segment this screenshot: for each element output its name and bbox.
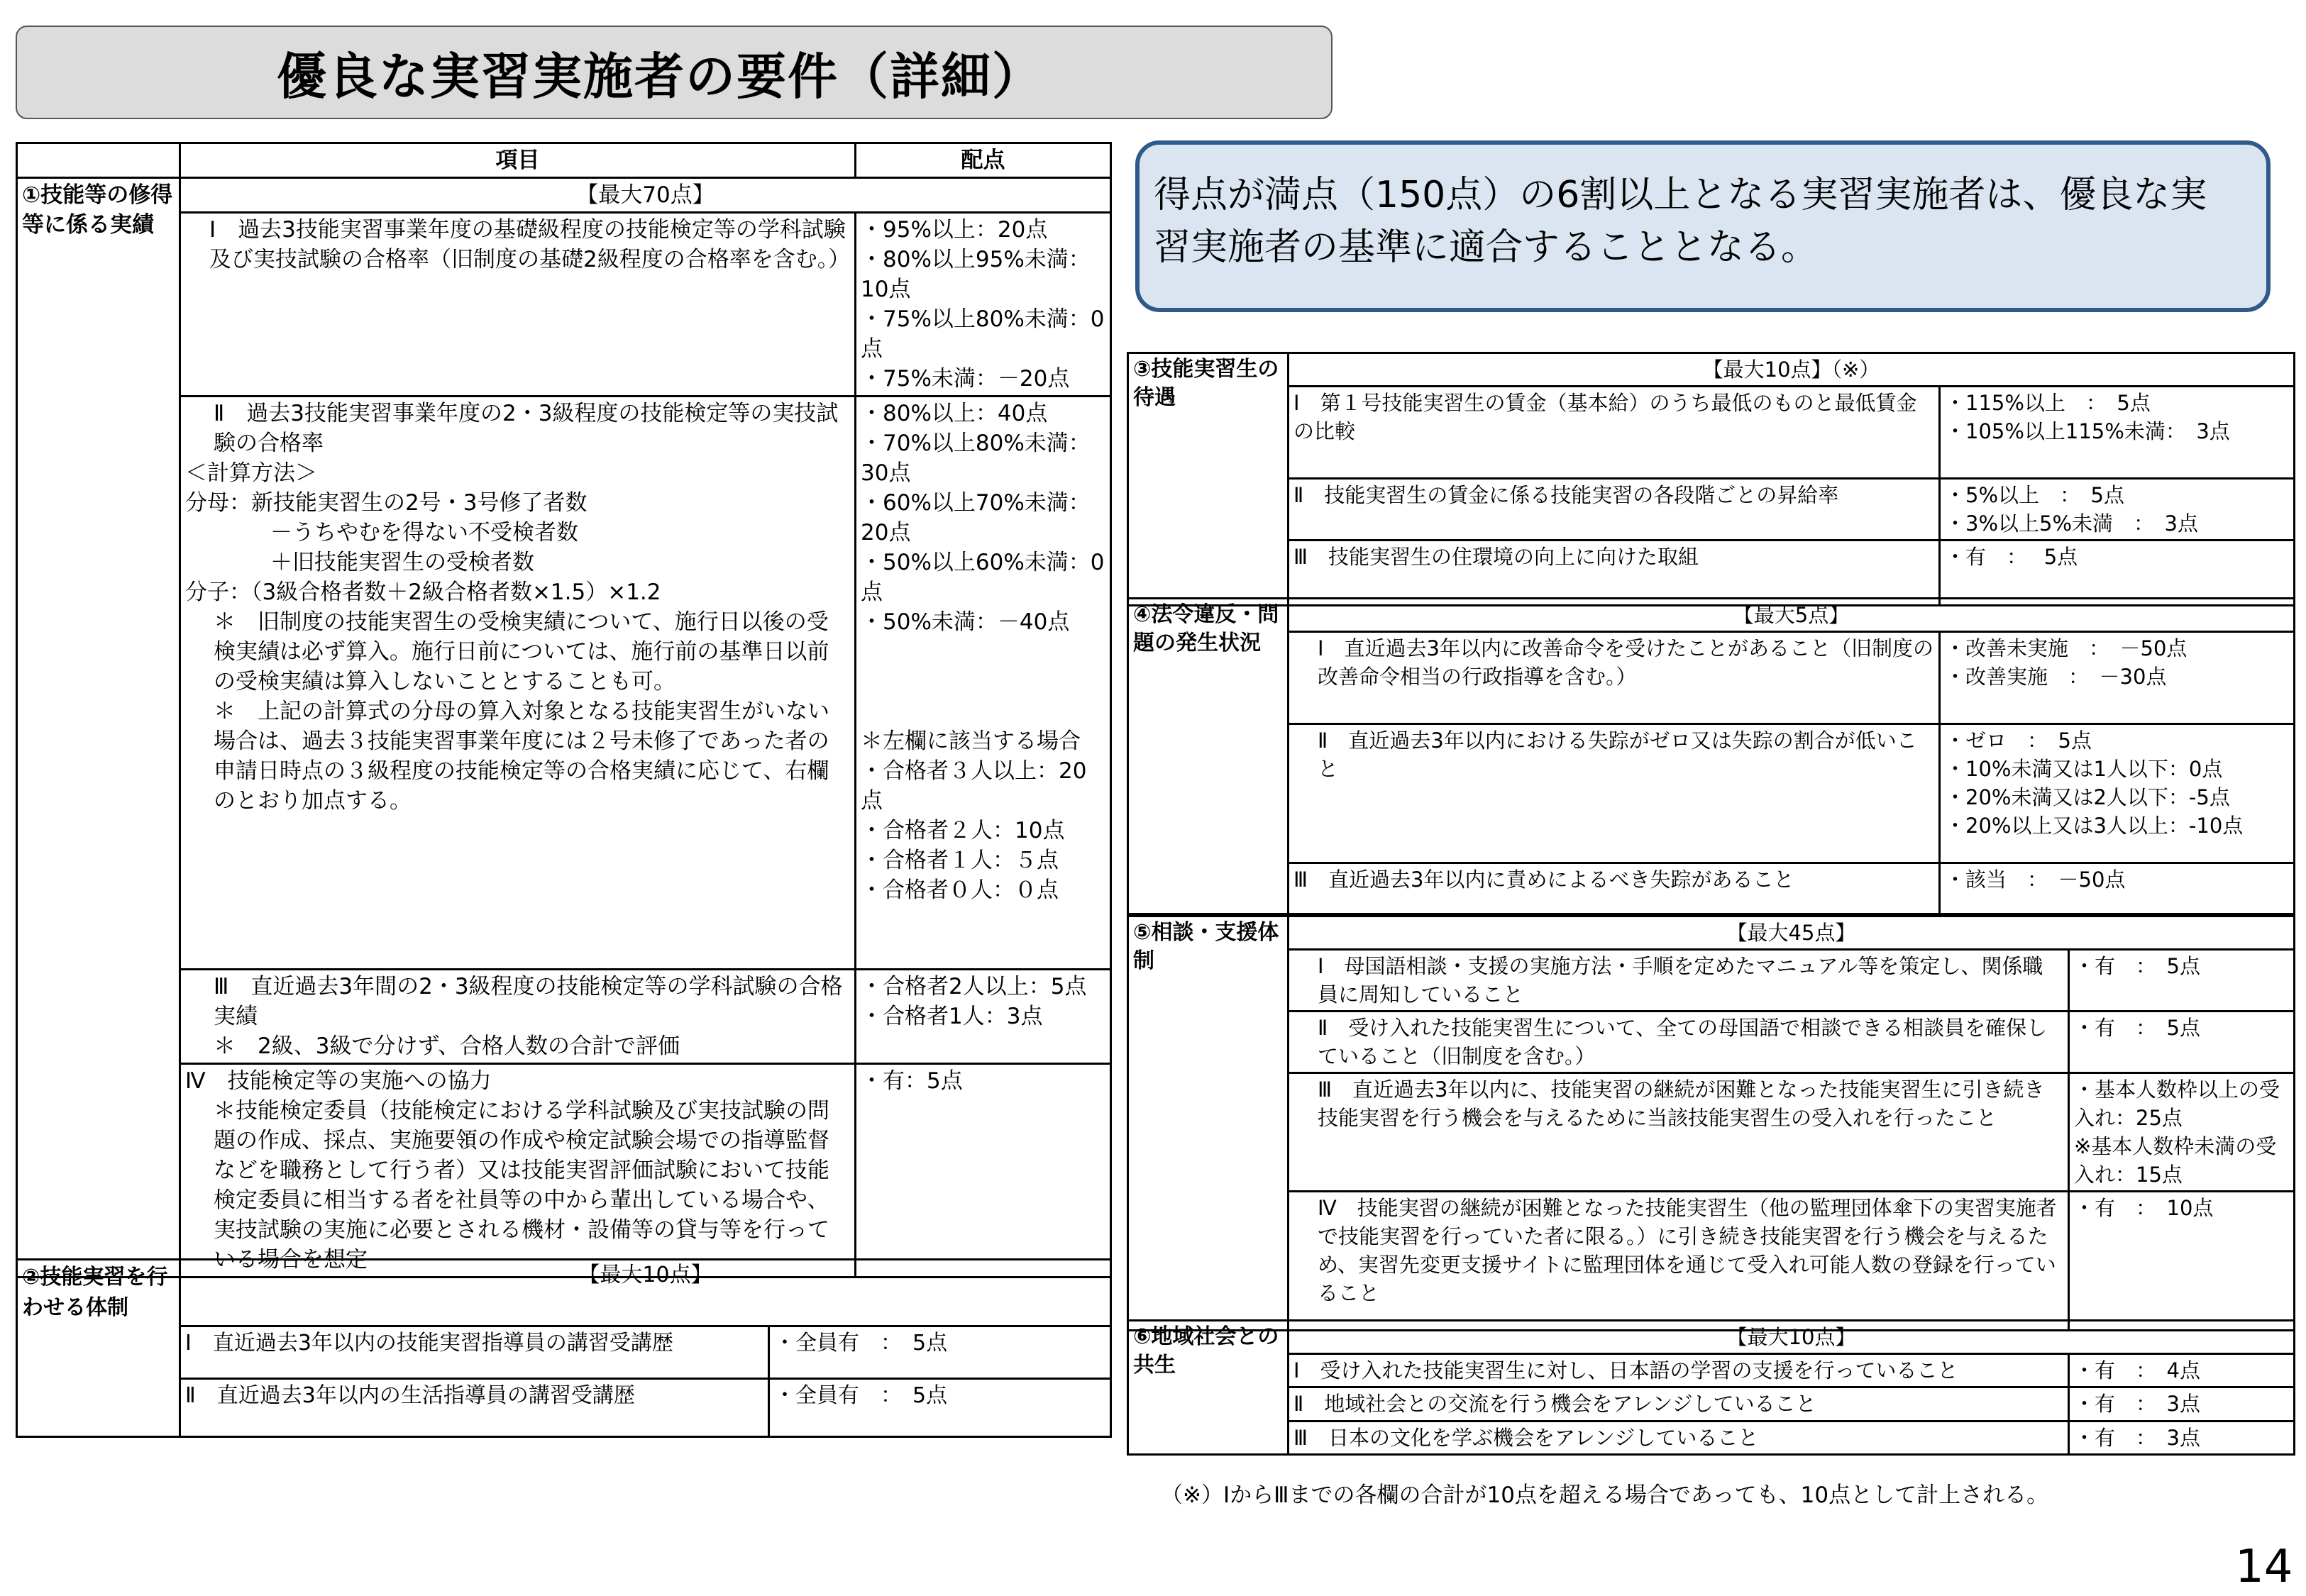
sec1-ii-points bbox=[856, 397, 1111, 970]
sec4-ii-points bbox=[1940, 724, 2295, 863]
sec6-iii-item: Ⅲ 日本の文化を学ぶ機会をアレンジしていること bbox=[1289, 1422, 2069, 1455]
list-item: ・3%以上5%未満 ： 3点 bbox=[1945, 511, 2198, 536]
sec1-ii-denom2: －うちやむを得ない不受検者数 bbox=[270, 520, 578, 545]
table-row bbox=[1128, 1073, 2295, 1192]
list-item: ・合格者３人以上：20点 bbox=[861, 758, 1087, 814]
table-row bbox=[1128, 479, 2295, 541]
sec1-ii-note1: ＊ 旧制度の技能実習生の受検実績について、施行日以後の受検実績は必ず算入。施行日前については、施行前の基準日以前の受検実績は算入しないこととすることも可。 bbox=[214, 609, 829, 694]
right-scoring-table-3 bbox=[1127, 352, 2295, 606]
table-row bbox=[17, 1379, 1111, 1437]
list-item: ・合格者1人：3点 bbox=[861, 1004, 1043, 1029]
sec4-i-item: Ⅰ 直近過去3年以内に改善命令を受けたことがあること（旧制度の改善命令相当の行政指導を含む。） bbox=[1289, 632, 1940, 724]
sec4-iii-item: Ⅲ 直近過去3年以内に責めによるべき失踪があること bbox=[1289, 863, 1940, 914]
sec1-ii-item bbox=[180, 397, 856, 970]
table-row bbox=[17, 1064, 1111, 1278]
category-3: ③技能実習生の待遇 bbox=[1128, 353, 1289, 606]
sec5-iv-points bbox=[2069, 1192, 2295, 1331]
sec1-iv-points bbox=[856, 1064, 1111, 1278]
sec3-iii-item: Ⅲ 技能実習生の住環境の向上に向けた取組 bbox=[1289, 541, 1940, 606]
sec3-iii-points bbox=[1940, 541, 2295, 606]
sec5-ii-points bbox=[2069, 1012, 2295, 1073]
right-scoring-table-4 bbox=[1127, 597, 2295, 915]
table-row bbox=[1128, 950, 2295, 1012]
list-item: ・50%以上60%未満：0点 bbox=[861, 550, 1105, 605]
left-scoring-table bbox=[16, 142, 1112, 1278]
list-item: ・5%以上 ： 5点 bbox=[1945, 483, 2124, 507]
sec6-i-item: Ⅰ 受け入れた技能実習生に対し、日本語の学習の支援を行っていること bbox=[1289, 1354, 2069, 1387]
table-row bbox=[1128, 632, 2295, 724]
list-item: ・20%以上又は3人以上：-10点 bbox=[1945, 814, 2244, 838]
category-4: ④法令違反・問題の発生状況 bbox=[1128, 599, 1289, 914]
sec2-i-points: ・全員有 ： 5点 bbox=[769, 1326, 1111, 1379]
category-5: ⑤相談・支援体制 bbox=[1128, 916, 1289, 1331]
table-row bbox=[1128, 724, 2295, 863]
list-item: ・95%以上：20点 bbox=[861, 217, 1048, 243]
footnote: （※）ⅠからⅢまでの各欄の合計が10点を超える場合であっても、10点として計上される。 bbox=[1161, 1483, 2049, 1508]
sec1-iv-note: ＊技能検定委員（技能検定における学科試験及び実技試験の問題の作成、採点、実施要領の作成や検定試験会場での指導監督などを職務として行う者）又は技能実習評価試験において技能検定委員に相当する者を社員等の中から輩出している場合や、実技試験の実施に必要とされる機材・設備等の貸与等を行っている場合を想定 bbox=[214, 1098, 829, 1273]
table-row bbox=[1128, 1422, 2295, 1455]
list-item: ＊左欄に該当する場合 bbox=[861, 728, 1081, 754]
list-item: ・80%以上95%未満：10点 bbox=[861, 247, 1091, 302]
sec1-i-points bbox=[856, 213, 1111, 397]
sec3-ii-points bbox=[1940, 479, 2295, 541]
header-item: 項目 bbox=[180, 143, 856, 178]
list-item: ・改善未実施 ： －50点 bbox=[1945, 636, 2188, 660]
list-item: ・有 ： 5点 bbox=[2074, 954, 2200, 978]
table-row bbox=[17, 397, 1111, 970]
sec1-iii-head: Ⅲ 直近過去3年間の2・3級程度の技能検定等の学科試験の合格実績 bbox=[214, 974, 843, 1029]
title-box bbox=[16, 26, 1333, 119]
table-row bbox=[1128, 1387, 2295, 1422]
list-item: ・基本人数枠以上の受入れ：25点 bbox=[2074, 1077, 2280, 1130]
left-scoring-table-2 bbox=[16, 1258, 1112, 1438]
list-item: ・合格者２人：10点 bbox=[861, 818, 1065, 843]
sec2-ii-item: Ⅱ 直近過去3年以内の生活指導員の講習受講歴 bbox=[180, 1379, 769, 1437]
sec1-i-item: Ⅰ 過去3技能実習事業年度の基礎級程度の技能検定等の学科試験及び実技試験の合格率（旧制度の基礎2級程度の合格率を含む。） bbox=[180, 213, 856, 397]
sec1-max: 【最大70点】 bbox=[180, 178, 1111, 213]
sec6-max: 【最大10点】 bbox=[1289, 1321, 2295, 1354]
table-row bbox=[17, 1326, 1111, 1379]
table-row bbox=[1128, 1192, 2295, 1331]
sec1-ii-calc: ＜計算方法＞ bbox=[185, 460, 317, 486]
sec3-i-points bbox=[1940, 387, 2295, 479]
sec1-iv-item bbox=[180, 1064, 856, 1278]
list-item: ・105%以上115%未満： 3点 bbox=[1945, 419, 2230, 443]
sec1-iii-note: ＊ 2級、3級で分けず、合格人数の合計で評価 bbox=[214, 1033, 680, 1059]
list-item: ・該当 ： －50点 bbox=[1945, 868, 2126, 892]
sec1-ii-note2: ＊ 上記の計算式の分母の算入対象となる技能実習生がいない場合は、過去３技能実習事業年度には２号未修了であった者の申請日時点の３級程度の技能検定等の合格実績に応じて、右欄のとおり加点する。 bbox=[214, 699, 829, 814]
list-item: ・有 ： 10点 bbox=[2074, 1196, 2214, 1220]
table-row bbox=[17, 213, 1111, 397]
sec4-iii-points bbox=[1940, 863, 2295, 914]
sec6-ii-points: ・有 ： 3点 bbox=[2069, 1387, 2295, 1422]
list-item: ・有 ： 5点 bbox=[1945, 545, 2078, 569]
sec1-ii-head: Ⅱ 過去3技能実習事業年度の2・3級程度の技能検定等の実技試験の合格率 bbox=[214, 401, 839, 456]
sec3-max: 【最大10点】（※） bbox=[1289, 353, 2295, 387]
list-item: ・80%以上：40点 bbox=[861, 401, 1048, 426]
list-item: ・合格者2人以上：5点 bbox=[861, 974, 1087, 999]
table-row bbox=[1128, 1012, 2295, 1073]
sec1-iii-points bbox=[856, 970, 1111, 1064]
sec3-i-item: Ⅰ 第１号技能実習生の賃金（基本給）のうち最低のものと最低賃金の比較 bbox=[1289, 387, 1940, 479]
list-item: ・20%未満又は2人以下：-5点 bbox=[1945, 785, 2230, 809]
sec1-iv-head: Ⅳ 技能検定等の実施への協力 bbox=[185, 1068, 492, 1094]
sec1-ii-denom1: 分母：新技能実習生の2号・3号修了者数 bbox=[185, 490, 587, 516]
sec6-iii-points: ・有 ： 3点 bbox=[2069, 1422, 2295, 1455]
list-item: ・10%未満又は1人以下：0点 bbox=[1945, 757, 2223, 781]
sec5-ii-item: Ⅱ 受け入れた技能実習生について、全ての母国語で相談できる相談員を確保していること（旧制度を含む。） bbox=[1289, 1012, 2069, 1073]
table-row bbox=[1128, 1354, 2295, 1387]
sec5-i-item: Ⅰ 母国語相談・支援の実施方法・手順を定めたマニュアル等を策定し、関係職員に周知していること bbox=[1289, 950, 2069, 1012]
table-row bbox=[1128, 863, 2295, 914]
list-item: ・75%以上80%未満：0点 bbox=[861, 306, 1105, 362]
sec2-ii-points: ・全員有 ： 5点 bbox=[769, 1379, 1111, 1437]
sec6-i-points: ・有 ： 4点 bbox=[2069, 1354, 2295, 1387]
sec5-iv-item: Ⅳ 技能実習の継続が困難となった技能実習生（他の監理団体傘下の実習実施者で技能実習を行っていた者に限る。）に引き続き技能実習を行う機会を与えるため、実習先変更支援サイトに監理団体を通じて受入れ可能人数の登録を行っていること bbox=[1289, 1192, 2069, 1331]
sec2-i-item: Ⅰ 直近過去3年以内の技能実習指導員の講習受講歴 bbox=[180, 1326, 769, 1379]
sec4-ii-item: Ⅱ 直近過去3年以内における失踪がゼロ又は失踪の割合が低いこと bbox=[1289, 724, 1940, 863]
table-header-row bbox=[17, 143, 1111, 178]
table-row bbox=[1128, 541, 2295, 606]
list-item: ・合格者１人：５点 bbox=[861, 848, 1059, 873]
sec4-max: 【最大5点】 bbox=[1289, 599, 2295, 632]
header-points: 配点 bbox=[856, 143, 1111, 178]
list-item: ・有：5点 bbox=[861, 1068, 963, 1094]
sec5-iii-points bbox=[2069, 1073, 2295, 1192]
sec6-ii-item: Ⅱ 地域社会との交流を行う機会をアレンジしていること bbox=[1289, 1387, 2069, 1422]
category-1: ①技能等の修得等に係る実績 bbox=[17, 178, 180, 1278]
sec1-iii-item bbox=[180, 970, 856, 1064]
sec4-i-points bbox=[1940, 632, 2295, 724]
list-item: ・ゼロ ： 5点 bbox=[1945, 728, 2092, 753]
category-6: ⑥地域社会との共生 bbox=[1128, 1321, 1289, 1455]
right-scoring-table-5 bbox=[1127, 915, 2295, 1331]
list-item: ・115%以上 ： 5点 bbox=[1945, 391, 2151, 415]
sec5-max: 【最大45点】 bbox=[1289, 916, 2295, 950]
list-item: ・改善実施 ： －30点 bbox=[1945, 665, 2167, 689]
header-blank-cell bbox=[17, 143, 180, 178]
page-number: 14 bbox=[2235, 1541, 2293, 1593]
table-row bbox=[17, 970, 1111, 1064]
list-item: ・60%以上70%未満：20点 bbox=[861, 490, 1091, 545]
list-item: ・合格者０人：０点 bbox=[861, 877, 1059, 903]
list-item: ※基本人数枠未満の受入れ：15点 bbox=[2074, 1134, 2277, 1187]
sec1-ii-numer: 分子：（3級合格者数＋2級合格者数×1.5）×1.2 bbox=[185, 580, 661, 605]
sec2-max: 【最大10点】 bbox=[180, 1260, 1111, 1326]
sec3-ii-item: Ⅱ 技能実習生の賃金に係る技能実習の各段階ごとの昇給率 bbox=[1289, 479, 1940, 541]
page-title: 優良な実習実施者の要件（詳細） bbox=[277, 48, 1043, 106]
callout-box: 得点が満点（150点）の6割以上となる実習実施者は、優良な実習実施者の基準に適合することとなる。 bbox=[1135, 140, 2271, 312]
right-scoring-table-6 bbox=[1127, 1319, 2295, 1456]
list-item: ・50%未満：－40点 bbox=[861, 609, 1070, 635]
list-item: ・有 ： 5点 bbox=[2074, 1016, 2200, 1040]
sec5-iii-item: Ⅲ 直近過去3年以内に、技能実習の継続が困難となった技能実習生に引き続き技能実習を行う機会を与えるために当該技能実習生の受入れを行ったこと bbox=[1289, 1073, 2069, 1192]
sec1-ii-denom3: ＋旧技能実習生の受検者数 bbox=[270, 550, 534, 575]
sec5-i-points bbox=[2069, 950, 2295, 1012]
table-row bbox=[1128, 387, 2295, 479]
category-2: ②技能実習を行わせる体制 bbox=[17, 1260, 180, 1437]
list-item: ・75%未満：－20点 bbox=[861, 366, 1070, 392]
list-item: ・70%以上80%未満：30点 bbox=[861, 431, 1091, 486]
